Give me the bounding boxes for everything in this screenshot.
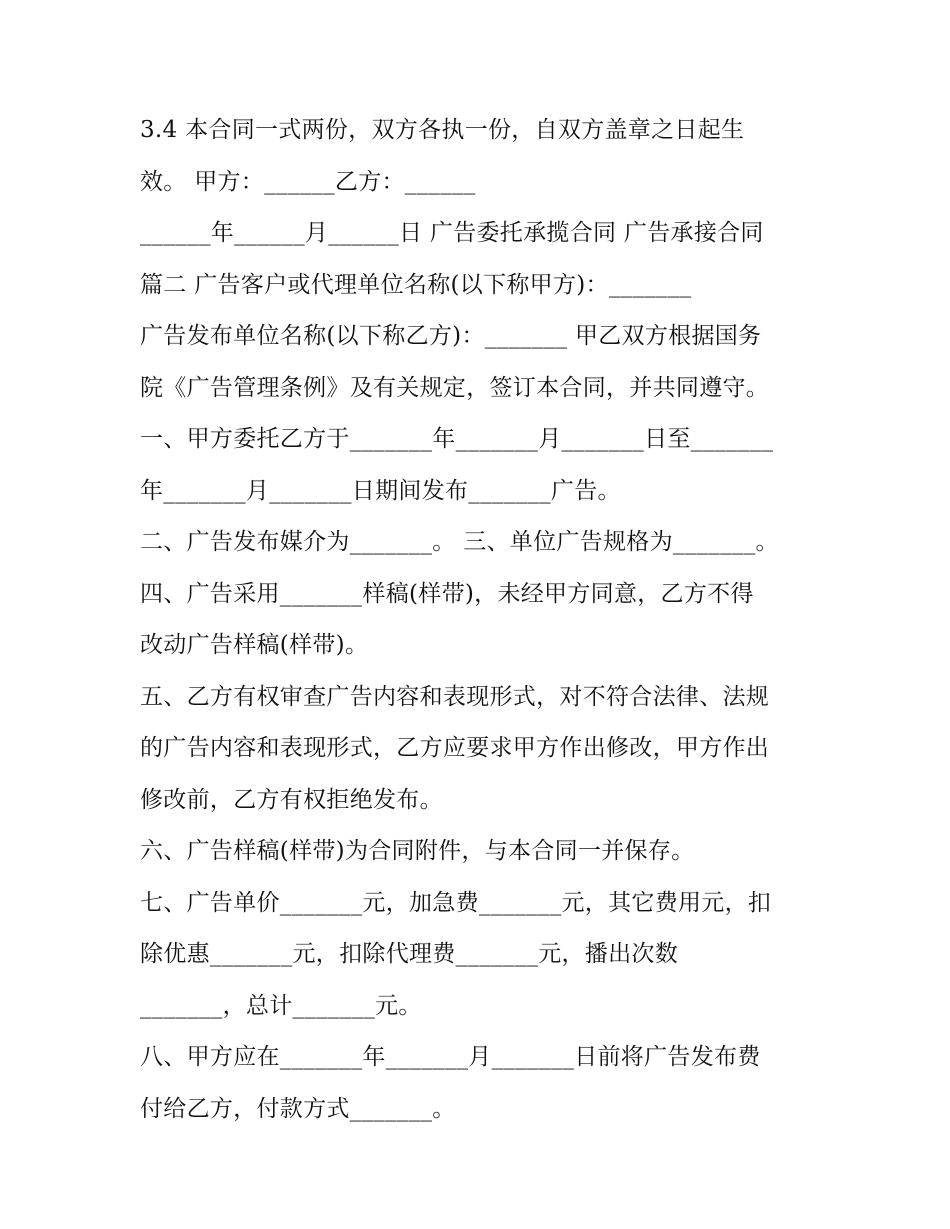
text-line: 修改前，乙方有权拒绝发布。 <box>140 786 443 813</box>
text-line: 效。 甲方：______乙方：______ <box>140 168 476 195</box>
text-line: 3.4 本合同一式两份，双方各执一份，自双方盖章之日起生 <box>140 117 745 143</box>
text-line: 改动广告样稿(样带)。 <box>140 632 369 658</box>
text-line: 七、广告单价_______元，加急费_______元，其它费用元，扣 <box>140 889 772 916</box>
text-line: 年_______月_______日期间发布_______广告。 <box>140 477 621 504</box>
text-line: 的广告内容和表现形式，乙方应要求甲方作出修改，甲方作出 <box>140 735 770 761</box>
text-line: 八、甲方应在_______年_______月_______日前将广告发布费 <box>140 1044 761 1070</box>
text-line: 一、甲方委托乙方于_______年_______月_______日至_______ <box>140 426 774 452</box>
text-line: 广告发布单位名称(以下称乙方)：_______ 甲乙双方根据国务 <box>140 323 762 349</box>
text-line: 院《广告管理条例》及有关规定，签订本合同，并共同遵守。 <box>140 374 770 401</box>
text-line: 付给乙方，付款方式_______。 <box>140 1095 456 1122</box>
text-line: 除优惠_______元，扣除代理费_______元，播出次数 <box>140 941 678 967</box>
text-line: 五、乙方有权审查广告内容和表现形式，对不符合法律、法规 <box>140 683 770 710</box>
text-line: 六、广告样稿(样带)为合同附件，与本合同一并保存。 <box>140 838 695 864</box>
text-line: _______，总计_______元。 <box>140 992 422 1019</box>
text-line: 二、广告发布媒介为_______。 三、单位广告规格为_______。 <box>140 529 779 555</box>
text-line: ______年______月______日 广告委托承揽合同 广告承接合同 <box>140 220 764 246</box>
contract-text <box>140 108 830 1138</box>
text-line: 四、广告采用_______样稿(样带)，未经甲方同意，乙方不得 <box>140 580 754 607</box>
text-line: 篇二 广告客户或代理单位名称(以下称甲方)：_______ <box>140 271 692 298</box>
